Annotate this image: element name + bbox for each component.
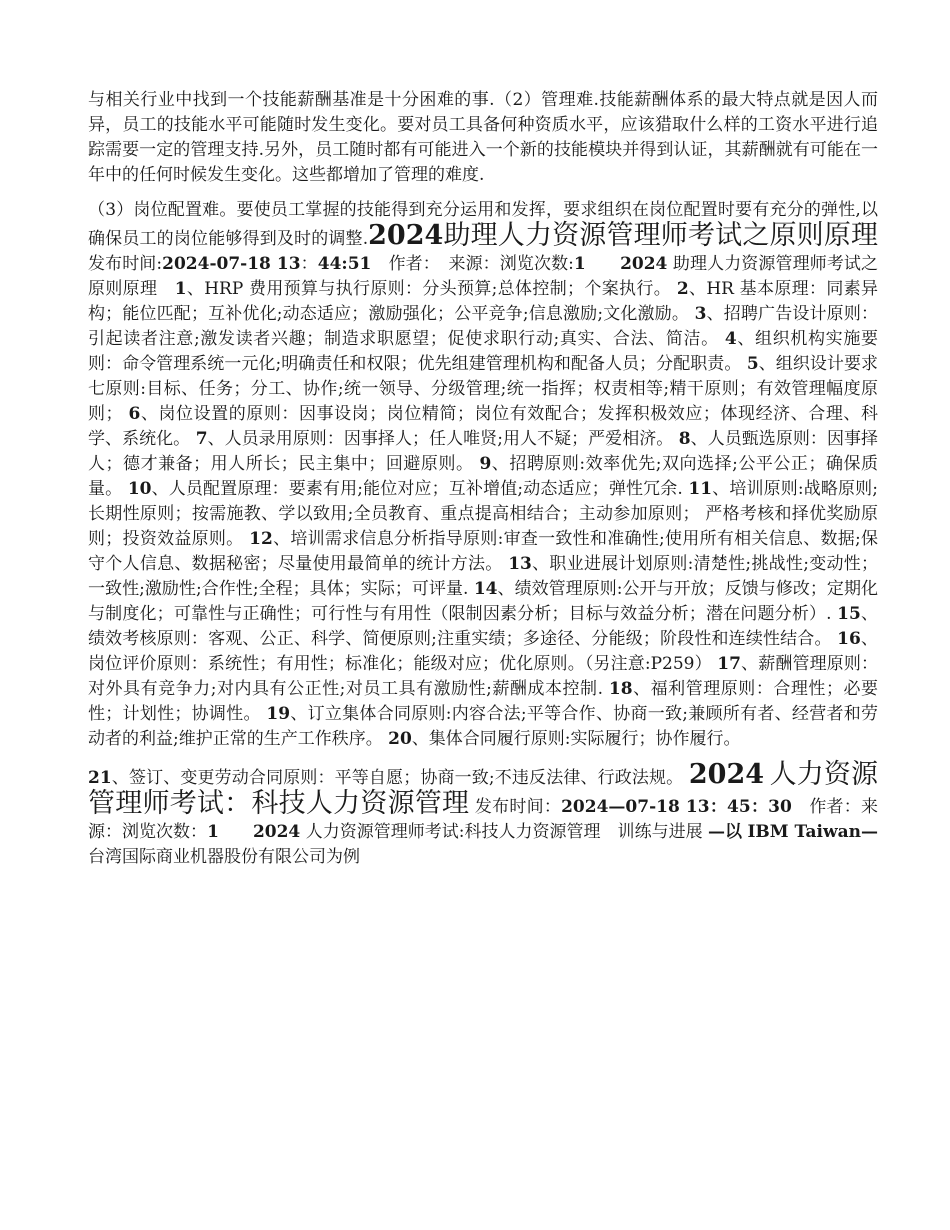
principle-text: 、招聘广告设计原则：引起读者注意;激发读者兴趣；制造求职愿望；促使求职行动;真实、合法、简洁。 [88, 304, 878, 349]
principle-number: 14 [473, 579, 498, 599]
article2-ibm: IBM Taiwan [747, 822, 862, 842]
article1-views: 1 [573, 254, 586, 274]
principle-number: 1 [174, 279, 187, 299]
article2-meta-rest: 作者：来源：浏览次数： [88, 797, 879, 842]
article2-dash2: — [861, 822, 879, 842]
paragraph-contract-and-article2 [88, 759, 879, 870]
principle-text: 、福利管理原则：合理性；必要性；计划性；协调性。 [88, 679, 878, 724]
principle-text: 、人员配置原理：要素有用;能位对应；互补增值;动态适应；弹性冗余. [151, 479, 683, 499]
article1-title-year: 2024 [368, 220, 444, 251]
principle-text: 、绩效管理原则:公开与开放；反馈与修改；定期化与制度化；可靠性与正确性；可行性与有用性（限制因素分析；目标与效益分析；潜在问题分析）. [88, 579, 878, 624]
principle-text: 、岗位评价原则：系统性；有用性；标准化；能级对应；优化原则。（另注意:P259） [88, 629, 878, 674]
article1-meta-colon: ： [300, 254, 318, 274]
principle-text: 、签订、变更劳动合同原则：平等自愿；协商一致;不违反法律、行政法规。 [111, 768, 684, 788]
principle-number: 21 [88, 768, 112, 788]
article1-meta-date: 2024-07-18 13 [162, 254, 301, 274]
article2-views: 1 [207, 822, 219, 842]
article1-repeat-title: 助理人力资源管理师考试之原则原理 [88, 254, 879, 299]
principle-text: 、绩效考核原则：客观、公正、科学、简便原则;注重实绩；多途径、分能级；阶段性和连续性结合。 [88, 604, 879, 649]
principle-number: 16 [837, 629, 861, 649]
principle-text: 、薪酬管理原则：对外具有竞争力;对内具有公正性;对员工具有激励性;薪酬成本控制. [88, 654, 879, 699]
principle-text: 、HRP 费用预算与执行原则：分头预算;总体控制；个案执行。 [186, 279, 672, 299]
principle-text: 、集体合同履行原则:实际履行；协作履行。 [411, 729, 741, 749]
article2-meta-datetime: 2024—07-18 13：45：30 [561, 797, 792, 817]
principle-number: 3 [694, 304, 707, 324]
article2-meta-label: 发布时间： [474, 797, 562, 817]
principle-text: 、组织机构实施要则：命令管理系统一元化;明确责任和权限；优先组建管理机构和配备人员；分配职责。 [88, 329, 878, 374]
article2-title: 人力资源管理师考试：科技人力资源管理 [88, 759, 878, 819]
principle-number: 2 [676, 279, 689, 299]
principle-text: 、培训需求信息分析指导原则:审查一致性和准确性;使用所有相关信息、数据;保守个人信息、数据秘密；尽量使用最简单的统计方法。 [88, 529, 879, 574]
principle-text: 、人员录用原则：因事择人；任人唯贤;用人不疑；严爱相济。 [207, 429, 674, 449]
principle-number: 5 [746, 354, 759, 374]
principle-text: 、岗位设置的原则：因事设岗；岗位精简；岗位有效配合；发挥积极效应；体现经济、合理、科学、系统化。 [88, 404, 878, 449]
principle-number: 6 [128, 404, 141, 424]
article2-dash1: —以 [708, 822, 743, 842]
post-allocation-text: （3）岗位配置难。要使员工掌握的技能得到充分运用和发挥，要求组织在岗位配置时要有充分的弹性,以确保员工的岗位能够得到及时的调整. [88, 200, 878, 249]
article2-tail: 台湾国际商业机器股份有限公司为例 [88, 847, 360, 867]
article1-repeat-year: 2024 [620, 254, 668, 274]
article2-title-year: 2024 [688, 759, 765, 790]
principle-number: 19 [266, 704, 291, 724]
principle-number: 17 [717, 654, 741, 674]
article2-repeat-year: 2024 [252, 822, 301, 842]
principle-text: 、职业进展计划原则:清楚性;挑战性;变动性；一致性;激励性;合作性;全程；具体；实际；可评量. [88, 554, 879, 599]
principle-number: 8 [678, 429, 691, 449]
principle-text: 、人员甄选原则：因事择人；德才兼备；用人所长；民主集中；回避原则。 [88, 429, 879, 474]
principle-number: 18 [608, 679, 633, 699]
principle-number: 11 [688, 479, 713, 499]
article2-repeat-text: 人力资源管理师考试:科技人力资源管理 训练与进展 [305, 822, 703, 842]
article1-meta-label: 发布时间: [88, 254, 163, 274]
principle-number: 9 [479, 454, 492, 474]
principle-text: 、招聘原则:效率优先;双向选择;公平公正；确保质量。 [88, 454, 879, 499]
paragraph-skill-pay: 与相关行业中找到一个技能薪酬基准是十分困难的事.（2）管理难.技能薪酬体系的最大特点就是因人而异，员工的技能水平可能随时发生变化。要对员工具备何种资质水平，应该猎取什么样的工资水平进行追踪需要一定的管理支持.另外，员工随时都有可能进入一个新的技能模块并得到认证，其薪酬就有可能在一年中的任何时候发生变化。这些都增加了管理的难度. [88, 90, 878, 185]
principle-number: 7 [195, 429, 208, 449]
principle-number: 20 [388, 729, 412, 749]
principle-text: 、订立集体合同原则:内容合法;平等合作、协商一致;兼顾所有者、经营者和劳动者的利益;维护正常的生产工作秩序。 [88, 704, 879, 749]
principle-number: 15 [837, 604, 861, 624]
article1-meta-rest: 作者： 来源：浏览次数: [388, 254, 574, 274]
principle-number: 12 [249, 529, 273, 549]
article1-title: 助理人力资源管理师考试之原则原理 [443, 220, 878, 251]
paragraph-post-allocation [88, 198, 878, 752]
principle-number: 13 [508, 554, 532, 574]
principle-text: 、HR 基本原理：同素异构；能位匹配；互补优化;动态适应；激励强化；公平竞争;信息激励;文化激励。 [88, 279, 879, 324]
article1-meta-time: 44:51 [317, 254, 372, 274]
document-page [88, 88, 878, 870]
principle-text: 、培训原则:战略原则;长期性原则；按需施教、学以致用;全员教育、重点提高相结合；主动参加原则； 严格考核和择优奖励原则；投资效益原则。 [88, 479, 879, 549]
principle-number: 4 [724, 329, 737, 349]
principle-text: 、组织设计要求七原则:目标、任务；分工、协作;统一领导、分级管理;统一指挥；权责相等;精干原则；有效管理幅度原则； [88, 354, 879, 424]
principles-list [88, 279, 878, 749]
principle-number: 10 [127, 479, 152, 499]
